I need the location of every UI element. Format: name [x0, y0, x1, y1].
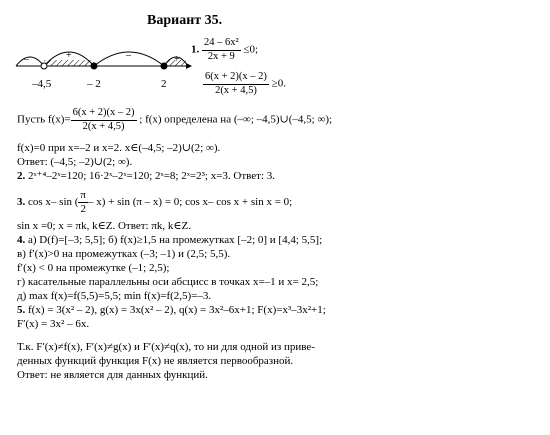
point-label: 2: [161, 78, 167, 90]
task2-line: [17, 171, 275, 182]
task1-let-line: [17, 108, 332, 132]
task1-zeros: f(x)=0 при x=–2 и x=2. x∈(–4,5; –2)∪(2; ∞).: [17, 142, 221, 154]
fraction: [202, 38, 241, 62]
sign-label: +: [174, 54, 180, 65]
task-number: 1.: [191, 43, 200, 56]
page-title: Вариант 35.: [147, 13, 223, 28]
fraction: [78, 190, 88, 215]
numerator: π: [80, 189, 86, 201]
task4-line-d: г) касательные параллельны оси абсцисс в точках x=–1 и x= 2,5;: [17, 276, 319, 288]
task5-line-1: [17, 305, 326, 316]
numerator: 24 – 6x²: [204, 37, 239, 48]
sign-label: +: [66, 50, 72, 61]
denominator: 2(x + 4,5): [71, 120, 137, 133]
fraction: [71, 108, 137, 132]
task1-inequality-1: [191, 38, 258, 62]
closed-point-2: [91, 63, 97, 69]
denominator: 2x + 9: [202, 50, 241, 63]
let-prefix: Пусть f(x)=: [17, 113, 71, 126]
task-number: 2.: [17, 170, 26, 182]
task-number: 3.: [17, 196, 26, 209]
conclusion-line-2: денных функций функция F(x) не является первообразной.: [17, 355, 294, 367]
conclusion-line-3: Ответ: не является для данных функций.: [17, 369, 208, 381]
task3-post: – x) + sin (π – x) = 0; cos x– cos x + sin x = 0;: [87, 196, 293, 209]
task1-answer: Ответ: (–4,5; –2)∪(2; ∞).: [17, 156, 133, 168]
task3-line: [17, 190, 292, 215]
point-label: –4,5: [32, 78, 52, 90]
task5-text: f(x) = 3(x² – 2), g(x) = 3x(x² – 2), q(x) = 3x²–6x+1; F(x)=x³–3x²+1;: [28, 304, 326, 316]
denominator: 2: [78, 202, 88, 215]
sign-label: –: [24, 54, 29, 65]
task1-inequality-2: [203, 72, 286, 96]
numerator: 6(x + 2)(x – 2): [72, 107, 135, 118]
numerator: 6(x + 2)(x – 2): [205, 71, 267, 82]
task-number: 4.: [17, 234, 26, 246]
task4-line-e: д) max f(x)=f(5,5)=5,5; min f(x)=f(2,5)=–3.: [17, 290, 212, 302]
task4-line-a: [17, 235, 322, 246]
task3-pre: cos x– sin (: [28, 196, 79, 209]
task2-text: 2ˣ⁺⁴–2ˣ=120; 16·2ˣ–2ˣ=120; 2ˣ=8; 2ˣ=2³; x=3. Ответ: 3.: [28, 170, 276, 182]
sign-label: –: [126, 50, 131, 61]
task4-line-c: f′(x) < 0 на промежутке (–1; 2,5);: [17, 262, 170, 274]
sign-arc-1: [16, 57, 44, 66]
relation: ≤0;: [243, 43, 258, 56]
task5-line-2: F′(x) = 3x² – 6x.: [17, 318, 90, 330]
task-number: 5.: [17, 304, 26, 316]
denominator: 2(x + 4,5): [203, 84, 269, 97]
number-line-diagram: [14, 40, 194, 92]
fraction: [203, 72, 269, 96]
task4-line-b: в) f′(x)>0 на промежутках (–3; –1) и (2,5; 5,5).: [17, 248, 231, 260]
point-label: – 2: [87, 78, 101, 90]
relation: ≥0.: [271, 77, 286, 90]
let-suffix: ; f(x) определена на (–∞; –4,5)∪(–4,5; ∞);: [139, 113, 333, 126]
task4-a: а) D(f)=[–3; 5,5]; б) f(x)≥1,5 на промежутках [–2; 0] и [4,4; 5,5];: [28, 234, 323, 246]
task3-line-2: sin x =0; x = πk, k∈Z. Ответ: πk, k∈Z.: [17, 220, 192, 232]
open-point-1: [41, 63, 47, 69]
closed-point-3: [161, 63, 167, 69]
conclusion-line-1: Т.к. F′(x)≠f(x), F′(x)≠g(x) и F′(x)≠q(x), то ни для одной из приве-: [17, 341, 315, 353]
